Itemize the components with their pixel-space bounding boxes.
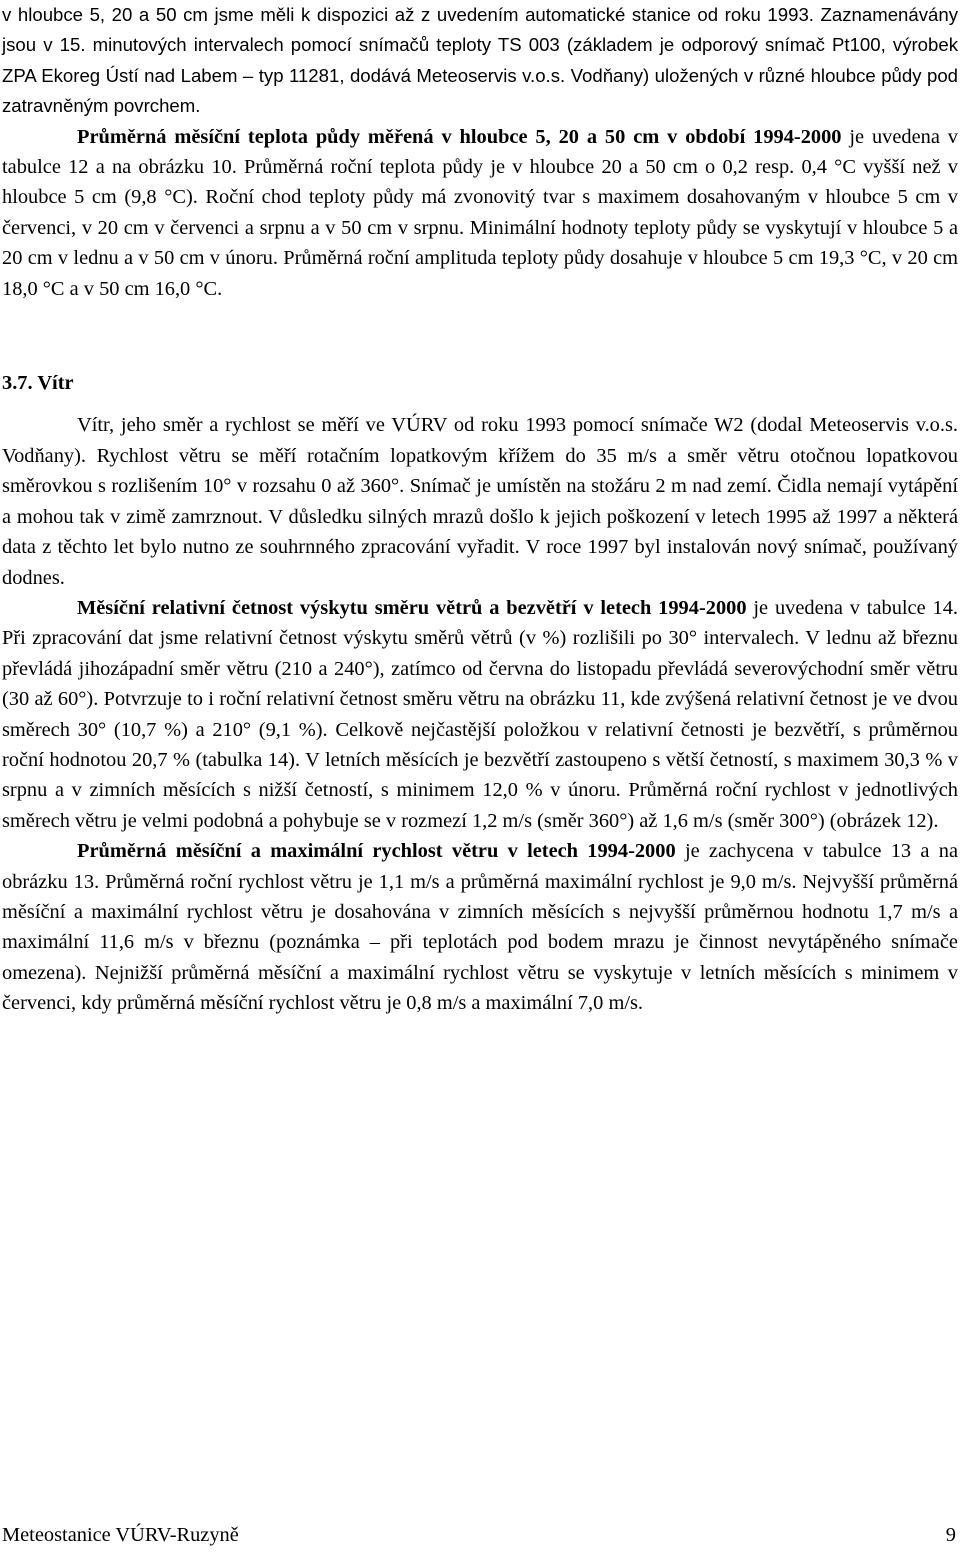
soil-paragraph-2	[2, 122, 958, 304]
soil-paragraph-2-text: je uvedena v tabulce 12 a na obrázku 10. Průměrná roční teplota půdy je v hloubce 20 a 50 cm o 0,2 resp. 0,4 °C vyšší než v hloubce 5 cm (9,8 °C). Roční chod teploty půdy má zvonovitý tvar s maximem dosahovaným v hloubce 5 cm v červenci, v 20 cm v červenci a srpnu a v 50 cm v srpnu. Minimální hodnoty teploty půdy se vyskytují v hloubce 5 a 20 cm v lednu a v 50 cm v únoru. Průměrná roční amplituda teploty půdy dosahuje v hloubce 5 cm 19,3 °C, v 20 cm 18,0 °C a v 50 cm 16,0 °C.	[2, 125, 958, 300]
wind-paragraph-2-lead: Měsíční relativní četnost výskytu směru větrů a bezvětří v letech 1994-2000	[77, 596, 747, 619]
wind-paragraph-2	[2, 593, 958, 836]
wind-paragraph-3	[2, 836, 958, 1018]
section-gap	[2, 304, 958, 368]
section-heading-wind: 3.7. Vítr	[2, 372, 74, 395]
soil-paragraph-2-lead: Průměrná měsíční teplota půdy měřená v hloubce 5, 20 a 50 cm v období 1994-2000	[77, 125, 842, 148]
soil-paragraph-1: v hloubce 5, 20 a 50 cm jsme měli k dispozici až z uvedením automatické stanice od roku 1993. Zaznamenávány jsou v 15. minutových intervalech pomocí snímačů teploty TS 003 (základem je odporový snímač Pt100, výrobek ZPA Ekoreg Ústí nad Labem – typ 11281, dodává Meteoservis v.o.s. Vodňany) uložených v různé hloubce půdy pod zatravněným povrchem.	[2, 4, 958, 117]
wind-paragraph-3-text: je zachycena v tabulce 13 a na obrázku 13. Průměrná roční rychlost větru je 1,1 m/s a průměrná maximální rychlost je 9,0 m/s. Nejvyšší průměrná měsíční a maximální rychlost větru je dosahována v zimních měsících s nejvyšší průměrnou hodnotu 1,7 m/s a maximální 11,6 m/s v březnu (poznámka – při teplotách pod bodem mrazu je činnost nevytápěného snímače omezena). Nejnižší průměrná měsíční a maximální rychlost větru se vyskytuje v letních měsících s minimem v červenci, kdy průměrná měsíční rychlost větru je 0,8 m/s a maximální 7,0 m/s.	[2, 840, 958, 1015]
page-footer	[2, 1522, 956, 1548]
footer-title: Meteostanice VÚRV-Ruzyně	[2, 1524, 239, 1546]
wind-paragraph-1: Vítr, jeho směr a rychlost se měří ve VÚRV od roku 1993 pomocí snímače W2 (dodal Meteoservis v.o.s. Vodňany). Rychlost větru se měří rotačním lopatkovým křížem do 35 m/s a směr větru otočnou lopatkovou směrovkou s rozlišením 10° v rozsahu 0 až 360°. Snímač je umístěn na stožáru 2 m nad zemí. Čidla nemají vytápění a mohou tak v zimě zamrznout. V důsledku silných mrazů došlo k jejich poškození v letech 1995 až 1997 a některá data z těchto let bylo nutno ze souhrnného zpracování vyřadit. V roce 1997 byl instalován nový snímač, používaný dodnes.	[2, 414, 958, 589]
wind-paragraph-3-lead: Průměrná měsíční a maximální rychlost větru v letech 1994-2000	[77, 840, 676, 863]
wind-paragraph-2-text: je uvedena v tabulce 14. Při zpracování dat jsme relativní četnost výskytu směrů větrů (v %) rozlišili po 30° intervalech. V lednu až březnu převládá jihozápadní směr větru (210 a 240°), zatímco od června do listopadu převládá severovýchodní směr větru (30 až 60°). Potvrzuje to i roční relativní četnost směru větru na obrázku 11, kde zvýšená relativní četnost je ve dvou směrech 30° (10,7 %) a 210° (9,1 %). Celkově nejčastější položkou v relativní četnosti je bezvětří, s průměrnou roční hodnotou 20,7 % (tabulka 14). V letních měsících je bezvětří zastoupeno s větší četností, s maximem 30,3 % v srpnu a v zimních měsících s nižší četností, s minimem 12,0 % v únoru. Průměrná roční rychlost v jednotlivých směrech větru je velmi podobná a pohybuje se v rozmezí 1,2 m/s (směr 360°) až 1,6 m/s (směr 300°) (obrázek 12).	[2, 596, 958, 832]
page-number: 9	[945, 1524, 956, 1546]
heading-gap	[2, 398, 958, 410]
document-body	[2, 0, 958, 1019]
